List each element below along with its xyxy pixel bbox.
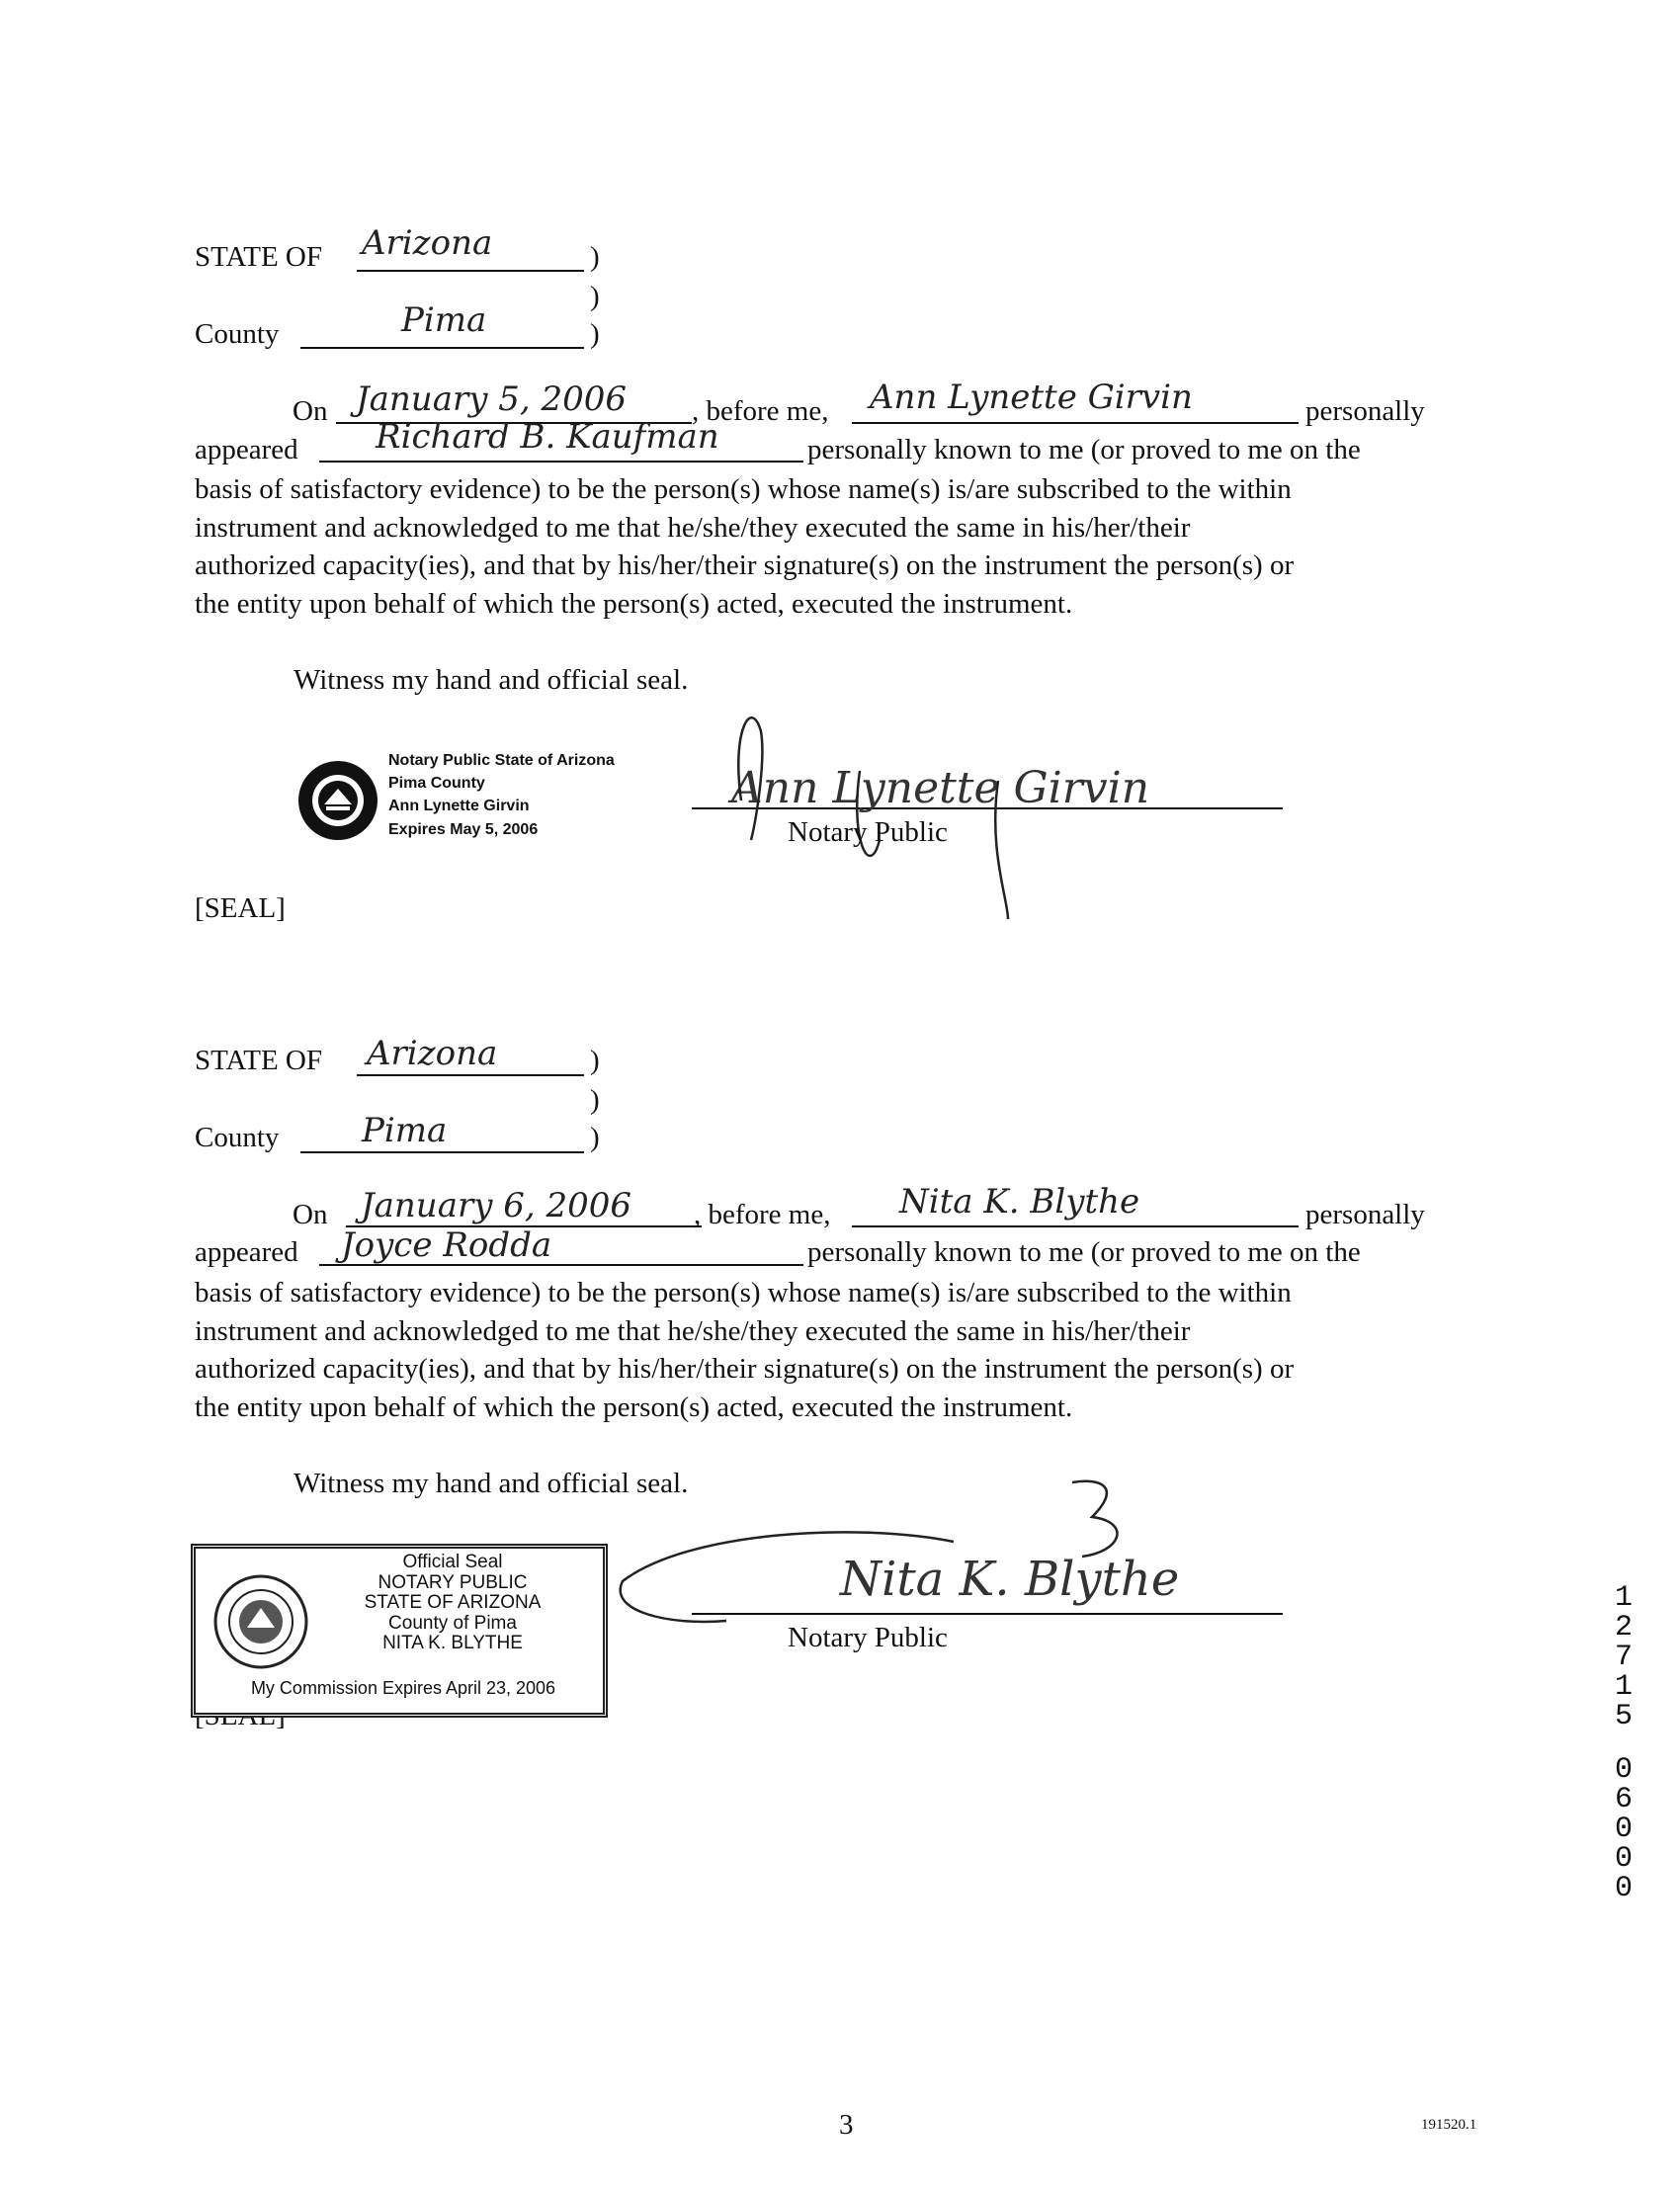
signature-nita-blythe: Nita K. Blythe (840, 1552, 1180, 1607)
recording-number-top: 1 2 7 1 5 (1614, 1581, 1633, 1733)
state-blank-line (357, 270, 584, 272)
bracket: ) (590, 1084, 600, 1116)
stamp-line: Pima County (388, 775, 485, 793)
bracket: ) (590, 318, 600, 350)
notary-stamp-1 (388, 749, 615, 841)
stamp-line: Official Seal (402, 1552, 503, 1572)
body-text-line: instrument and acknowledged to me that he/she/they executed the same in his/her/their (195, 512, 1191, 544)
county-blank-line (300, 1151, 584, 1153)
state-label: STATE OF (195, 1045, 322, 1076)
body-text-line: basis of satisfactory evidence) to be the person(s) whose name(s) is/are subscribed to the within (195, 473, 1292, 505)
stamp-line: County of Pima (388, 1612, 517, 1634)
county-label: County (195, 1122, 280, 1153)
body-text-line: personally known to me (or proved to me on the (807, 434, 1361, 465)
stamp-line: My Commission Expires April 23, 2006 (250, 1678, 556, 1698)
county-handwritten: Pima (401, 300, 487, 340)
notary-name-blank-line (852, 422, 1299, 424)
appeared-handwritten: Richard B. Kaufman (376, 417, 719, 457)
stamp-line: Ann Lynette Girvin (388, 798, 530, 815)
recording-stamp (1609, 1583, 1638, 1903)
stamp-line: Expires May 5, 2006 (388, 820, 539, 838)
appeared-handwritten: Joyce Rodda (341, 1225, 552, 1265)
county-blank-line (300, 347, 584, 349)
notary-name-handwritten: Ann Lynette Girvin (870, 378, 1193, 417)
bracket: ) (590, 1122, 600, 1153)
appeared-blank-line (319, 461, 803, 463)
seal-label: [SEAL] (195, 892, 286, 924)
notary-public-label: Notary Public (788, 816, 948, 848)
recording-number-bottom: 0 6 0 0 0 (1614, 1753, 1633, 1905)
body-text-line: the entity upon behalf of which the person(s) acted, executed the instrument. (195, 588, 1073, 620)
document-id: 191520.1 (1421, 2117, 1477, 2133)
personally-text: personally (1305, 1199, 1425, 1230)
body-text-line: instrument and acknowledged to me that he/she/they executed the same in his/her/their (195, 1315, 1191, 1347)
notary-stamp-2 (191, 1544, 608, 1718)
county-handwritten: Pima (362, 1111, 448, 1150)
arizona-seal-icon (296, 759, 379, 847)
personally-text: personally (1305, 395, 1425, 427)
on-label: On (293, 395, 328, 427)
bracket: ) (590, 241, 600, 273)
appeared-label: appeared (195, 434, 298, 465)
county-label: County (195, 318, 280, 350)
bracket: ) (590, 281, 600, 312)
date-handwritten: January 6, 2006 (361, 1186, 632, 1225)
stamp-line: STATE OF ARIZONA (364, 1592, 542, 1614)
state-handwritten: Arizona (362, 223, 493, 263)
signature-ann-girvin: Ann Lynette Girvin (731, 763, 1150, 813)
state-label: STATE OF (195, 241, 322, 273)
bracket: ) (590, 1045, 600, 1076)
witness-text: Witness my hand and official seal. (294, 1468, 689, 1499)
signature-flourish (712, 692, 1127, 919)
body-text-line: authorized capacity(ies), and that by his/her/their signature(s) on the instrument the person(s) or (195, 549, 1295, 581)
state-blank-line (357, 1074, 584, 1076)
body-text-line: personally known to me (or proved to me on the (807, 1236, 1361, 1268)
notary-name-handwritten: Nita K. Blythe (899, 1182, 1140, 1222)
page-number: 3 (839, 2109, 854, 2141)
before-me-text: , before me, (692, 395, 829, 427)
stamp-line: NITA K. BLYTHE (382, 1633, 523, 1654)
notary-public-label: Notary Public (788, 1622, 948, 1653)
witness-text: Witness my hand and official seal. (294, 664, 689, 696)
body-text-line: authorized capacity(ies), and that by his/her/their signature(s) on the instrument the person(s) or (195, 1353, 1295, 1385)
stamp-line: Notary Public State of Arizona (388, 752, 615, 769)
appeared-label: appeared (195, 1236, 298, 1268)
state-handwritten: Arizona (367, 1034, 498, 1073)
notary-name-blank-line (852, 1225, 1299, 1227)
body-text-line: basis of satisfactory evidence) to be the person(s) whose name(s) is/are subscribed to the within (195, 1277, 1292, 1308)
stamp-line: NOTARY PUBLIC (378, 1571, 528, 1593)
before-me-text: , before me, (694, 1199, 831, 1230)
body-text-line: the entity upon behalf of which the person(s) acted, executed the instrument. (195, 1391, 1073, 1423)
date-handwritten: January 5, 2006 (356, 379, 628, 419)
arizona-seal-icon (213, 1574, 308, 1674)
on-label: On (293, 1199, 328, 1230)
